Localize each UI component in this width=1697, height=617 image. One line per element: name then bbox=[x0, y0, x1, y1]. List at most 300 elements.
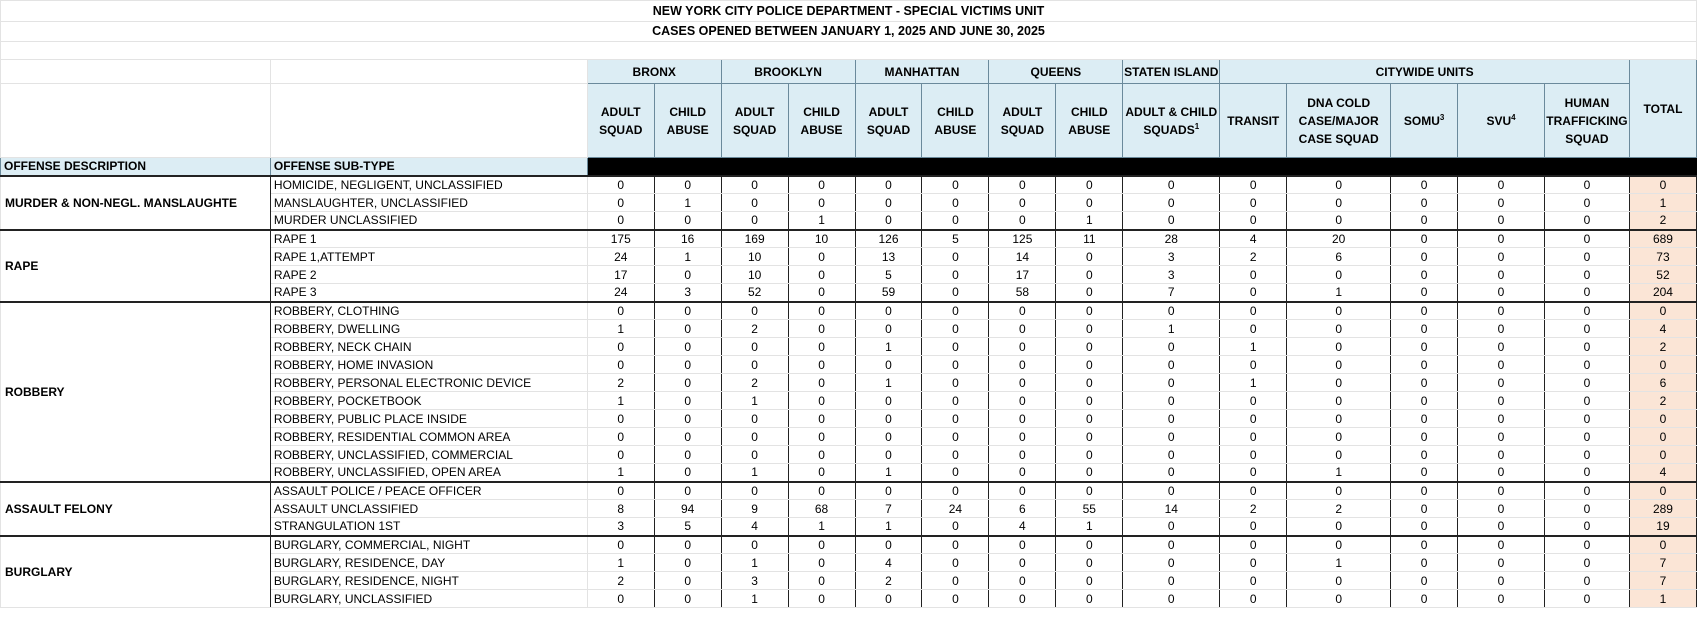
count-cell: 0 bbox=[855, 320, 922, 338]
count-cell: 0 bbox=[654, 302, 721, 320]
count-cell: 0 bbox=[1544, 212, 1629, 230]
count-cell: 0 bbox=[1123, 590, 1220, 608]
count-cell: 0 bbox=[1056, 194, 1123, 212]
count-cell: 0 bbox=[922, 374, 989, 392]
count-cell: 0 bbox=[1123, 482, 1220, 500]
count-cell: 0 bbox=[1123, 302, 1220, 320]
count-cell: 2 bbox=[1220, 500, 1287, 518]
count-cell: 20 bbox=[1287, 230, 1391, 248]
count-cell: 125 bbox=[989, 230, 1056, 248]
count-cell: 0 bbox=[922, 518, 989, 536]
col-brooklyn-adult: ADULT SQUAD bbox=[721, 84, 788, 158]
count-cell: 1 bbox=[855, 338, 922, 356]
count-cell: 4 bbox=[1220, 230, 1287, 248]
count-cell: 0 bbox=[1544, 356, 1629, 374]
count-cell: 0 bbox=[1544, 266, 1629, 284]
total-cell: 6 bbox=[1629, 374, 1696, 392]
count-cell: 0 bbox=[1123, 374, 1220, 392]
count-cell: 0 bbox=[1287, 176, 1391, 194]
total-cell: 2 bbox=[1629, 338, 1696, 356]
count-cell: 3 bbox=[654, 284, 721, 302]
count-cell: 0 bbox=[989, 392, 1056, 410]
count-cell: 0 bbox=[587, 482, 654, 500]
count-cell: 0 bbox=[654, 482, 721, 500]
count-cell: 0 bbox=[1391, 410, 1458, 428]
count-cell: 0 bbox=[1056, 338, 1123, 356]
count-cell: 0 bbox=[587, 176, 654, 194]
count-cell: 1 bbox=[1056, 518, 1123, 536]
offense-subtype: ROBBERY, HOME INVASION bbox=[270, 356, 587, 374]
count-cell: 0 bbox=[721, 536, 788, 554]
table-row bbox=[1, 176, 1697, 194]
offense-subtype-header: OFFENSE SUB-TYPE bbox=[270, 158, 587, 176]
col-manhattan-adult: ADULT SQUAD bbox=[855, 84, 922, 158]
count-cell: 0 bbox=[1458, 446, 1545, 464]
offense-subtype: MURDER UNCLASSIFIED bbox=[270, 212, 587, 230]
count-cell: 0 bbox=[654, 356, 721, 374]
count-cell: 0 bbox=[1391, 500, 1458, 518]
count-cell: 0 bbox=[654, 464, 721, 482]
count-cell: 0 bbox=[1056, 410, 1123, 428]
count-cell: 0 bbox=[1391, 356, 1458, 374]
count-cell: 0 bbox=[721, 176, 788, 194]
count-cell: 0 bbox=[1458, 392, 1545, 410]
total-cell: 0 bbox=[1629, 446, 1696, 464]
count-cell: 0 bbox=[1287, 482, 1391, 500]
count-cell: 0 bbox=[1056, 428, 1123, 446]
header-black-bar bbox=[587, 158, 1696, 176]
count-cell: 0 bbox=[855, 590, 922, 608]
count-cell: 0 bbox=[1391, 320, 1458, 338]
count-cell: 0 bbox=[1391, 284, 1458, 302]
count-cell: 0 bbox=[587, 536, 654, 554]
count-cell: 1 bbox=[587, 320, 654, 338]
count-cell: 0 bbox=[587, 338, 654, 356]
count-cell: 9 bbox=[721, 500, 788, 518]
count-cell: 0 bbox=[855, 482, 922, 500]
count-cell: 0 bbox=[1391, 554, 1458, 572]
offense-subtype: ASSAULT UNCLASSIFIED bbox=[270, 500, 587, 518]
count-cell: 3 bbox=[1123, 266, 1220, 284]
count-cell: 94 bbox=[654, 500, 721, 518]
count-cell: 0 bbox=[989, 338, 1056, 356]
offense-subtype: RAPE 1,ATTEMPT bbox=[270, 248, 587, 266]
count-cell: 0 bbox=[1544, 284, 1629, 302]
table-row bbox=[1, 230, 1697, 248]
count-cell: 68 bbox=[788, 500, 855, 518]
count-cell: 0 bbox=[1220, 410, 1287, 428]
count-cell: 0 bbox=[654, 338, 721, 356]
report-title: NEW YORK CITY POLICE DEPARTMENT - SPECIAL VICTIMS UNIT bbox=[1, 1, 1697, 22]
count-cell: 0 bbox=[1391, 374, 1458, 392]
count-cell: 10 bbox=[721, 266, 788, 284]
count-cell: 0 bbox=[587, 302, 654, 320]
count-cell: 17 bbox=[587, 266, 654, 284]
count-cell: 0 bbox=[1544, 482, 1629, 500]
offense-subtype: HOMICIDE, NEGLIGENT, UNCLASSIFIED bbox=[270, 176, 587, 194]
total-cell: 2 bbox=[1629, 212, 1696, 230]
count-cell: 1 bbox=[788, 518, 855, 536]
count-cell: 0 bbox=[1056, 536, 1123, 554]
count-cell: 0 bbox=[1220, 590, 1287, 608]
count-cell: 0 bbox=[1544, 536, 1629, 554]
count-cell: 0 bbox=[788, 248, 855, 266]
count-cell: 1 bbox=[721, 554, 788, 572]
count-cell: 0 bbox=[587, 356, 654, 374]
offense-subtype: BURGLARY, UNCLASSIFIED bbox=[270, 590, 587, 608]
count-cell: 2 bbox=[855, 572, 922, 590]
count-cell: 16 bbox=[654, 230, 721, 248]
count-cell: 6 bbox=[1287, 248, 1391, 266]
count-cell: 0 bbox=[989, 554, 1056, 572]
count-cell: 0 bbox=[1056, 464, 1123, 482]
count-cell: 1 bbox=[721, 590, 788, 608]
group-staten-island: STATEN ISLAND bbox=[1123, 60, 1220, 84]
count-cell: 0 bbox=[1056, 392, 1123, 410]
count-cell: 0 bbox=[1123, 212, 1220, 230]
col-queens-child: CHILD ABUSE bbox=[1056, 84, 1123, 158]
count-cell: 0 bbox=[922, 266, 989, 284]
count-cell: 0 bbox=[654, 536, 721, 554]
count-cell: 28 bbox=[1123, 230, 1220, 248]
offense-subtype: BURGLARY, RESIDENCE, DAY bbox=[270, 554, 587, 572]
group-manhattan: MANHATTAN bbox=[855, 60, 989, 84]
count-cell: 0 bbox=[989, 590, 1056, 608]
count-cell: 24 bbox=[922, 500, 989, 518]
count-cell: 0 bbox=[587, 194, 654, 212]
total-cell: 1 bbox=[1629, 590, 1696, 608]
count-cell: 0 bbox=[922, 356, 989, 374]
total-cell: 4 bbox=[1629, 464, 1696, 482]
count-cell: 0 bbox=[1544, 374, 1629, 392]
count-cell: 0 bbox=[1123, 176, 1220, 194]
count-cell: 0 bbox=[1458, 590, 1545, 608]
count-cell: 0 bbox=[1458, 554, 1545, 572]
count-cell: 0 bbox=[1458, 266, 1545, 284]
count-cell: 0 bbox=[1458, 284, 1545, 302]
count-cell: 0 bbox=[989, 428, 1056, 446]
table-row bbox=[1, 536, 1697, 554]
count-cell: 0 bbox=[1391, 176, 1458, 194]
count-cell: 0 bbox=[1220, 302, 1287, 320]
group-brooklyn: BROOKLYN bbox=[721, 60, 855, 84]
count-cell: 0 bbox=[1391, 302, 1458, 320]
group-citywide: CITYWIDE UNITS bbox=[1220, 60, 1630, 84]
col-svu: SVU$^4$ bbox=[1458, 84, 1545, 158]
total-cell: 0 bbox=[1629, 356, 1696, 374]
count-cell: 0 bbox=[1287, 356, 1391, 374]
count-cell: 10 bbox=[721, 248, 788, 266]
total-cell: 0 bbox=[1629, 482, 1696, 500]
count-cell: 1 bbox=[855, 464, 922, 482]
count-cell: 0 bbox=[1544, 338, 1629, 356]
count-cell: 0 bbox=[1220, 572, 1287, 590]
count-cell: 169 bbox=[721, 230, 788, 248]
group-queens: QUEENS bbox=[989, 60, 1123, 84]
total-cell: 52 bbox=[1629, 266, 1696, 284]
col-staten-adult-child: ADULT & CHILD SQUADS$^1$ bbox=[1123, 84, 1220, 158]
count-cell: 0 bbox=[1391, 446, 1458, 464]
count-cell: 0 bbox=[1544, 590, 1629, 608]
count-cell: 0 bbox=[989, 176, 1056, 194]
count-cell: 0 bbox=[1458, 410, 1545, 428]
count-cell: 0 bbox=[1220, 446, 1287, 464]
count-cell: 0 bbox=[654, 320, 721, 338]
col-brooklyn-child: CHILD ABUSE bbox=[788, 84, 855, 158]
count-cell: 0 bbox=[1287, 536, 1391, 554]
count-cell: 0 bbox=[788, 284, 855, 302]
offense-subtype: ROBBERY, PUBLIC PLACE INSIDE bbox=[270, 410, 587, 428]
col-manhattan-child: CHILD ABUSE bbox=[922, 84, 989, 158]
count-cell: 6 bbox=[989, 500, 1056, 518]
count-cell: 0 bbox=[855, 536, 922, 554]
count-cell: 0 bbox=[855, 446, 922, 464]
count-cell: 0 bbox=[587, 590, 654, 608]
total-cell: 0 bbox=[1629, 428, 1696, 446]
count-cell: 3 bbox=[1123, 248, 1220, 266]
group-bronx: BRONX bbox=[587, 60, 721, 84]
count-cell: 0 bbox=[855, 392, 922, 410]
count-cell: 3 bbox=[721, 572, 788, 590]
count-cell: 0 bbox=[1458, 320, 1545, 338]
count-cell: 0 bbox=[1056, 356, 1123, 374]
count-cell: 0 bbox=[1287, 446, 1391, 464]
count-cell: 0 bbox=[1287, 212, 1391, 230]
count-cell: 0 bbox=[1056, 554, 1123, 572]
count-cell: 0 bbox=[922, 482, 989, 500]
offense-subtype: RAPE 1 bbox=[270, 230, 587, 248]
count-cell: 11 bbox=[1056, 230, 1123, 248]
count-cell: 2 bbox=[721, 374, 788, 392]
count-cell: 0 bbox=[654, 374, 721, 392]
count-cell: 0 bbox=[788, 572, 855, 590]
count-cell: 0 bbox=[788, 428, 855, 446]
count-cell: 0 bbox=[1544, 554, 1629, 572]
count-cell: 55 bbox=[1056, 500, 1123, 518]
count-cell: 0 bbox=[1056, 572, 1123, 590]
report-subtitle: CASES OPENED BETWEEN JANUARY 1, 2025 AND JUNE 30, 2025 bbox=[1, 22, 1697, 42]
count-cell: 0 bbox=[788, 410, 855, 428]
count-cell: 0 bbox=[788, 374, 855, 392]
count-cell: 2 bbox=[1287, 500, 1391, 518]
count-cell: 0 bbox=[922, 212, 989, 230]
count-cell: 0 bbox=[1458, 518, 1545, 536]
count-cell: 0 bbox=[922, 590, 989, 608]
count-cell: 0 bbox=[1220, 212, 1287, 230]
count-cell: 0 bbox=[1220, 392, 1287, 410]
count-cell: 0 bbox=[922, 284, 989, 302]
count-cell: 0 bbox=[654, 176, 721, 194]
count-cell: 1 bbox=[721, 464, 788, 482]
count-cell: 0 bbox=[1391, 572, 1458, 590]
total-cell: 204 bbox=[1629, 284, 1696, 302]
offense-subtype: ROBBERY, PERSONAL ELECTRONIC DEVICE bbox=[270, 374, 587, 392]
count-cell: 0 bbox=[989, 320, 1056, 338]
count-cell: 0 bbox=[788, 446, 855, 464]
total-cell: 4 bbox=[1629, 320, 1696, 338]
count-cell: 0 bbox=[1544, 392, 1629, 410]
count-cell: 0 bbox=[1123, 554, 1220, 572]
count-cell: 0 bbox=[654, 428, 721, 446]
count-cell: 0 bbox=[1056, 482, 1123, 500]
count-cell: 1 bbox=[1220, 374, 1287, 392]
count-cell: 1 bbox=[1287, 554, 1391, 572]
count-cell: 0 bbox=[654, 410, 721, 428]
count-cell: 0 bbox=[721, 302, 788, 320]
count-cell: 0 bbox=[922, 446, 989, 464]
offense-subtype: RAPE 3 bbox=[270, 284, 587, 302]
total-cell: 7 bbox=[1629, 554, 1696, 572]
count-cell: 0 bbox=[788, 176, 855, 194]
total-cell: 73 bbox=[1629, 248, 1696, 266]
count-cell: 0 bbox=[721, 338, 788, 356]
count-cell: 0 bbox=[1544, 320, 1629, 338]
count-cell: 14 bbox=[989, 248, 1056, 266]
col-dna-cold-case: DNA COLD CASE/MAJOR CASE SQUAD bbox=[1287, 84, 1391, 158]
count-cell: 1 bbox=[1123, 320, 1220, 338]
count-cell: 0 bbox=[855, 176, 922, 194]
count-cell: 0 bbox=[788, 320, 855, 338]
table-row bbox=[1, 482, 1697, 500]
count-cell: 0 bbox=[1287, 374, 1391, 392]
count-cell: 24 bbox=[587, 248, 654, 266]
count-cell: 0 bbox=[989, 410, 1056, 428]
count-cell: 0 bbox=[1458, 356, 1545, 374]
count-cell: 0 bbox=[1544, 428, 1629, 446]
count-cell: 3 bbox=[587, 518, 654, 536]
count-cell: 0 bbox=[1123, 464, 1220, 482]
count-cell: 4 bbox=[855, 554, 922, 572]
count-cell: 0 bbox=[1056, 590, 1123, 608]
count-cell: 0 bbox=[654, 446, 721, 464]
count-cell: 0 bbox=[922, 536, 989, 554]
count-cell: 0 bbox=[1287, 338, 1391, 356]
col-bronx-adult: ADULT SQUAD bbox=[587, 84, 654, 158]
count-cell: 0 bbox=[721, 410, 788, 428]
count-cell: 0 bbox=[721, 356, 788, 374]
count-cell: 0 bbox=[1391, 464, 1458, 482]
count-cell: 126 bbox=[855, 230, 922, 248]
table-row bbox=[1, 302, 1697, 320]
count-cell: 1 bbox=[1287, 284, 1391, 302]
col-transit: TRANSIT bbox=[1220, 84, 1287, 158]
count-cell: 1 bbox=[587, 554, 654, 572]
count-cell: 58 bbox=[989, 284, 1056, 302]
count-cell: 5 bbox=[855, 266, 922, 284]
count-cell: 0 bbox=[1220, 176, 1287, 194]
count-cell: 0 bbox=[1287, 572, 1391, 590]
count-cell: 0 bbox=[1220, 266, 1287, 284]
count-cell: 1 bbox=[654, 248, 721, 266]
count-cell: 0 bbox=[989, 482, 1056, 500]
count-cell: 24 bbox=[587, 284, 654, 302]
count-cell: 0 bbox=[788, 266, 855, 284]
total-cell: 0 bbox=[1629, 410, 1696, 428]
offense-description: ROBBERY bbox=[1, 302, 271, 482]
offense-subtype: ROBBERY, CLOTHING bbox=[270, 302, 587, 320]
count-cell: 1 bbox=[1287, 464, 1391, 482]
count-cell: 1 bbox=[587, 392, 654, 410]
count-cell: 13 bbox=[855, 248, 922, 266]
count-cell: 0 bbox=[1458, 338, 1545, 356]
count-cell: 0 bbox=[1123, 356, 1220, 374]
count-cell: 0 bbox=[1544, 464, 1629, 482]
offense-subtype: ROBBERY, POCKETBOOK bbox=[270, 392, 587, 410]
count-cell: 0 bbox=[989, 374, 1056, 392]
count-cell: 0 bbox=[1123, 572, 1220, 590]
count-cell: 0 bbox=[1056, 266, 1123, 284]
count-cell: 0 bbox=[721, 446, 788, 464]
count-cell: 0 bbox=[1287, 410, 1391, 428]
count-cell: 0 bbox=[1220, 284, 1287, 302]
count-cell: 0 bbox=[1544, 230, 1629, 248]
count-cell: 10 bbox=[788, 230, 855, 248]
count-cell: 2 bbox=[721, 320, 788, 338]
count-cell: 0 bbox=[1056, 302, 1123, 320]
count-cell: 5 bbox=[654, 518, 721, 536]
count-cell: 0 bbox=[1458, 500, 1545, 518]
count-cell: 0 bbox=[1544, 500, 1629, 518]
col-somu: SOMU$^3$ bbox=[1391, 84, 1458, 158]
count-cell: 0 bbox=[654, 554, 721, 572]
count-cell: 0 bbox=[721, 482, 788, 500]
count-cell: 1 bbox=[855, 374, 922, 392]
total-cell: 0 bbox=[1629, 176, 1696, 194]
count-cell: 0 bbox=[989, 536, 1056, 554]
count-cell: 0 bbox=[1391, 248, 1458, 266]
count-cell: 5 bbox=[922, 230, 989, 248]
count-cell: 0 bbox=[922, 302, 989, 320]
count-cell: 0 bbox=[922, 194, 989, 212]
count-cell: 0 bbox=[989, 302, 1056, 320]
count-cell: 0 bbox=[1287, 518, 1391, 536]
count-cell: 0 bbox=[587, 446, 654, 464]
count-cell: 0 bbox=[1220, 536, 1287, 554]
count-cell: 0 bbox=[1544, 302, 1629, 320]
count-cell: 0 bbox=[788, 554, 855, 572]
count-cell: 0 bbox=[1056, 284, 1123, 302]
count-cell: 0 bbox=[855, 428, 922, 446]
count-cell: 0 bbox=[1056, 320, 1123, 338]
count-cell: 1 bbox=[721, 392, 788, 410]
count-cell: 1 bbox=[1056, 212, 1123, 230]
count-cell: 0 bbox=[587, 428, 654, 446]
offense-description: RAPE bbox=[1, 230, 271, 302]
count-cell: 7 bbox=[1123, 284, 1220, 302]
count-cell: 1 bbox=[855, 518, 922, 536]
count-cell: 0 bbox=[1287, 194, 1391, 212]
count-cell: 0 bbox=[1458, 536, 1545, 554]
count-cell: 0 bbox=[1287, 266, 1391, 284]
count-cell: 0 bbox=[1287, 320, 1391, 338]
count-cell: 2 bbox=[1220, 248, 1287, 266]
offense-description: BURGLARY bbox=[1, 536, 271, 608]
count-cell: 0 bbox=[1287, 392, 1391, 410]
count-cell: 0 bbox=[788, 536, 855, 554]
count-cell: 0 bbox=[922, 320, 989, 338]
count-cell: 1 bbox=[1220, 338, 1287, 356]
count-cell: 0 bbox=[1287, 428, 1391, 446]
count-cell: 0 bbox=[654, 590, 721, 608]
count-cell: 0 bbox=[788, 590, 855, 608]
count-cell: 0 bbox=[1458, 572, 1545, 590]
count-cell: 0 bbox=[1544, 176, 1629, 194]
count-cell: 0 bbox=[1220, 356, 1287, 374]
count-cell: 0 bbox=[1391, 338, 1458, 356]
count-cell: 0 bbox=[788, 392, 855, 410]
count-cell: 0 bbox=[1458, 248, 1545, 266]
count-cell: 4 bbox=[989, 518, 1056, 536]
